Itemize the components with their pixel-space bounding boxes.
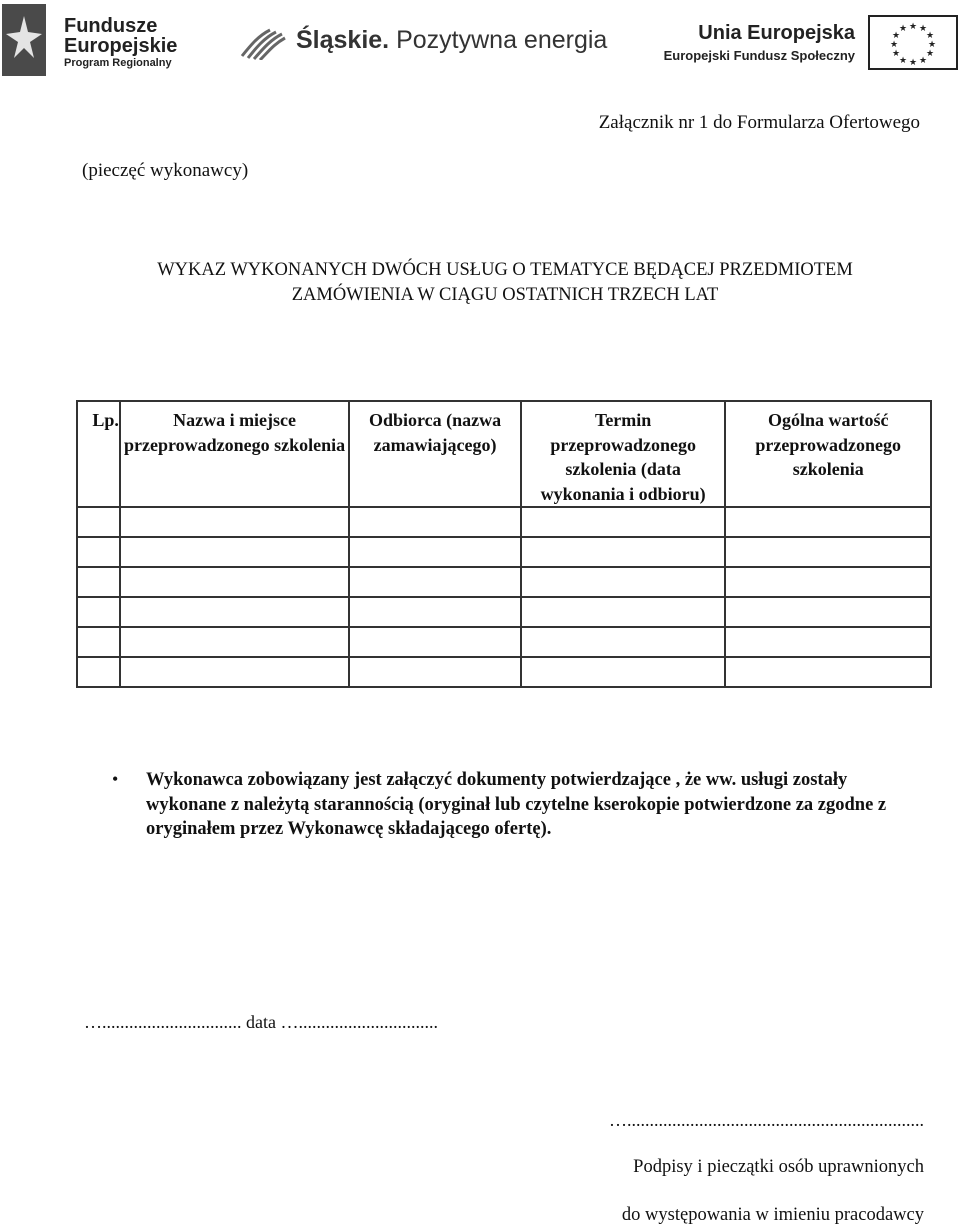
table-cell[interactable]: [521, 597, 726, 627]
table-cell[interactable]: [521, 657, 726, 687]
table-cell[interactable]: [521, 567, 726, 597]
svg-text:★: ★: [889, 40, 899, 50]
svg-text:★: ★: [898, 56, 908, 66]
table-row: [77, 567, 931, 597]
eu-logo-title: Unia Europejska: [698, 22, 855, 44]
col-header-value: Ogólna wartość przeprowadzonego szkolenia: [725, 401, 931, 507]
date-line: …............................... data …...............................: [84, 1012, 438, 1032]
fundusze-europejskie-logo: [2, 4, 192, 76]
table-header-row: [77, 401, 931, 507]
signature-label-line2: do występowania w imieniu pracodawcy: [621, 1205, 924, 1225]
eu-logo-subtitle: Europejski Fundusz Społeczny: [663, 48, 855, 63]
table-row: [77, 507, 931, 537]
table-cell[interactable]: [120, 657, 349, 687]
col-header-date: Termin przeprowadzonego szkolenia (data wykonania i odbioru): [521, 401, 726, 507]
svg-text:★: ★: [927, 40, 937, 50]
svg-text:★: ★: [925, 49, 935, 59]
slaskie-slogan: Pozytywna energia: [396, 26, 608, 54]
table-cell[interactable]: [77, 657, 120, 687]
table-cell[interactable]: [120, 537, 349, 567]
slaskie-waves-icon: [240, 26, 286, 60]
table-cell[interactable]: [77, 597, 120, 627]
signature-label-line1: Podpisy i pieczątki osób uprawnionych: [633, 1157, 924, 1177]
table-row: [77, 537, 931, 567]
svg-text:★: ★: [925, 31, 935, 41]
table-cell[interactable]: [725, 507, 931, 537]
svg-text:★: ★: [898, 24, 908, 34]
table-cell[interactable]: [349, 627, 521, 657]
services-table: [76, 400, 932, 688]
table-cell[interactable]: [77, 567, 120, 597]
table-cell[interactable]: [725, 567, 931, 597]
fe-star-icon: [2, 4, 46, 76]
documents-note: Wykonawca zobowiązany jest załączyć dokumenty potwierdzające , że ww. usługi zostały wykonane z należytą starannością (oryginał lub czytelne kserokopie potwierdzone za zgodne z oryginałem przez Wykonawcę składającego ofertę).: [146, 770, 887, 839]
table-cell[interactable]: [725, 597, 931, 627]
table-row: [77, 627, 931, 657]
svg-text:★: ★: [918, 24, 928, 34]
table-cell[interactable]: [725, 537, 931, 567]
table-cell[interactable]: [77, 627, 120, 657]
table-cell[interactable]: [120, 567, 349, 597]
contractor-stamp-label: (pieczęć wykonawcy): [82, 160, 249, 181]
table-cell[interactable]: [349, 567, 521, 597]
fe-logo-line3: Program Regionalny: [64, 57, 172, 69]
col-header-lp: Lp.: [77, 401, 120, 507]
svg-text:★: ★: [908, 58, 918, 68]
col-header-recipient: Odbiorca (nazwa zamawiającego): [349, 401, 521, 507]
slaskie-logo: [240, 22, 610, 62]
fe-logo-line1: Fundusze: [64, 15, 158, 37]
table-cell[interactable]: [120, 507, 349, 537]
document-title: [0, 258, 960, 308]
table-cell[interactable]: [725, 657, 931, 687]
svg-text:★: ★: [891, 31, 901, 41]
table-cell[interactable]: [349, 507, 521, 537]
col-header-name-place: Nazwa i miejsce przeprowadzonego szkolenia: [120, 401, 349, 507]
table-cell[interactable]: [349, 657, 521, 687]
table-row: [77, 597, 931, 627]
title-line1: WYKAZ WYKONANYCH DWÓCH USŁUG O TEMATYCE BĘDĄCEJ PRZEDMIOTEM: [157, 260, 853, 280]
table-cell[interactable]: [77, 537, 120, 567]
table-cell[interactable]: [349, 597, 521, 627]
table-cell[interactable]: [77, 507, 120, 537]
table-cell[interactable]: [521, 627, 726, 657]
eu-logo: [655, 22, 855, 72]
signature-dots: …..................................................................: [609, 1110, 924, 1130]
table-row: [77, 657, 931, 687]
table-cell[interactable]: [521, 537, 726, 567]
slaskie-brand: Śląskie.: [296, 26, 390, 54]
bullet-icon: •: [112, 769, 119, 789]
fe-logo-line2: Europejskie: [64, 35, 178, 57]
eu-flag-icon: [868, 15, 958, 70]
svg-text:★: ★: [891, 49, 901, 59]
table-cell[interactable]: [725, 627, 931, 657]
annex-label: Załącznik nr 1 do Formularza Ofertowego: [598, 112, 920, 133]
table-cell[interactable]: [120, 627, 349, 657]
svg-text:★: ★: [908, 22, 918, 32]
table-cell[interactable]: [521, 507, 726, 537]
table-cell[interactable]: [349, 537, 521, 567]
table-cell[interactable]: [120, 597, 349, 627]
svg-text:★: ★: [918, 56, 928, 66]
title-line2: ZAMÓWIENIA W CIĄGU OSTATNICH TRZECH LAT: [291, 285, 719, 305]
